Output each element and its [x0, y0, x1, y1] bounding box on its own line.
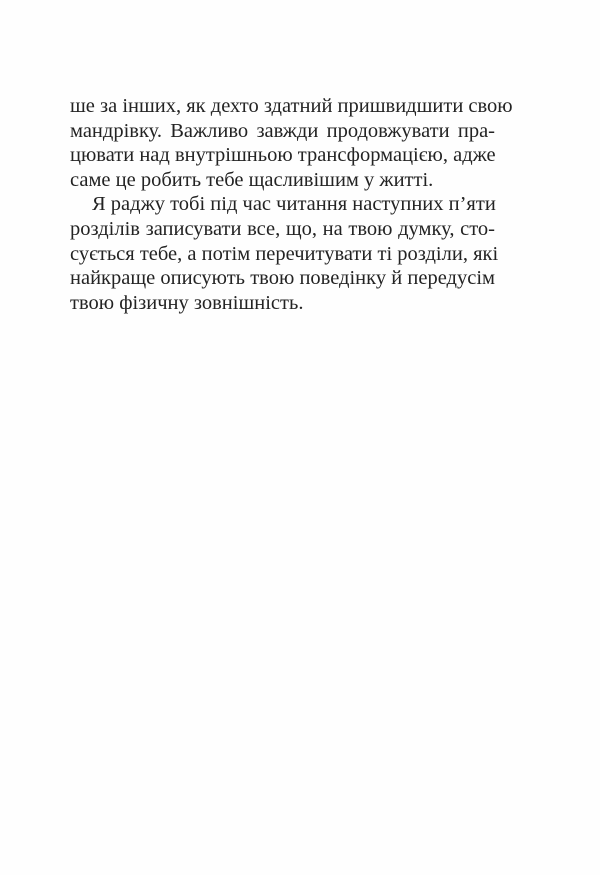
text-line: розділів записувати все, що, на твою думку, сто-	[70, 217, 495, 240]
text-line: сується тебе, а потім перечитувати ті розділи, які	[70, 242, 499, 265]
paragraph-1	[70, 94, 513, 192]
text-line: цювати над внутрішньою трансформацією, адже	[70, 144, 496, 167]
text-line: мандрівку. Важливо завжди продовжувати пра-	[70, 119, 495, 142]
text-line: твою фізичну зовнішність.	[70, 291, 304, 314]
text-line: Я раджу тобі під час читання наступних п’яти	[92, 193, 496, 216]
text-line: ше за інших, як дехто здатний пришвидшити свою	[70, 95, 513, 117]
text-line: саме це робить тебе щасливішим у житті.	[70, 168, 434, 191]
body-text	[70, 94, 513, 315]
paragraph-2	[70, 192, 499, 315]
text-line: найкраще описують твою поведінку й передусім	[70, 267, 495, 290]
